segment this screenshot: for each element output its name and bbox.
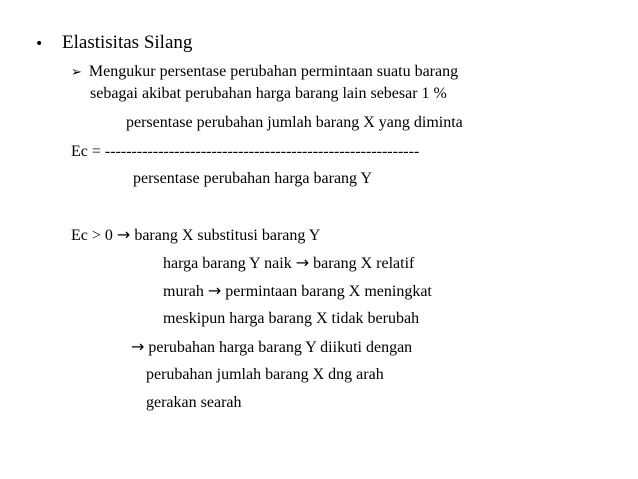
formula-line: [71, 144, 419, 160]
condition-text-6: perubahan jumlah barang X dng arah: [146, 366, 384, 383]
arrow-icon: →: [116, 225, 131, 244]
condition-line-1: [71, 227, 320, 244]
bullet-icon: •: [35, 36, 44, 52]
formula-fraction-bar: -----------------------------------------------------------: [104, 143, 420, 160]
definition-line-1: [71, 64, 458, 80]
definition-text-1: Mengukur persentase perubahan permintaan suatu barang: [88, 63, 459, 80]
formula-label: Ec =: [71, 143, 105, 160]
condition-text-3a: murah: [163, 283, 208, 300]
definition-text-2: sebagai akibat perubahan harga barang lain sebesar 1 %: [90, 85, 447, 102]
slide-title: Elastisitas Silang: [62, 32, 193, 53]
condition-line-2: [163, 255, 414, 272]
condition-lead: Ec > 0: [71, 227, 117, 244]
condition-text-1: barang X substitusi barang Y: [130, 227, 321, 244]
condition-text-7: gerakan searah: [146, 394, 242, 411]
arrow-icon: →: [295, 253, 310, 272]
condition-text-2b: barang X relatif: [309, 255, 415, 272]
condition-text-5: perubahan harga barang Y diikuti dengan: [144, 339, 413, 356]
condition-text-4: meskipun harga barang X tidak berubah: [163, 310, 420, 327]
formula-numerator: persentase perubahan jumlah barang X yang diminta: [126, 114, 463, 131]
formula-denominator: persentase perubahan harga barang Y: [133, 170, 372, 187]
condition-text-3b: permintaan barang X meningkat: [221, 283, 432, 300]
condition-line-5: [131, 339, 412, 356]
arrow-icon: →: [207, 281, 222, 300]
arrowhead-bullet-icon: ➢: [71, 65, 82, 80]
condition-text-2a: harga barang Y naik: [163, 255, 296, 272]
arrow-icon: →: [131, 337, 145, 356]
condition-line-3: [163, 283, 432, 300]
title-row: [35, 33, 192, 52]
